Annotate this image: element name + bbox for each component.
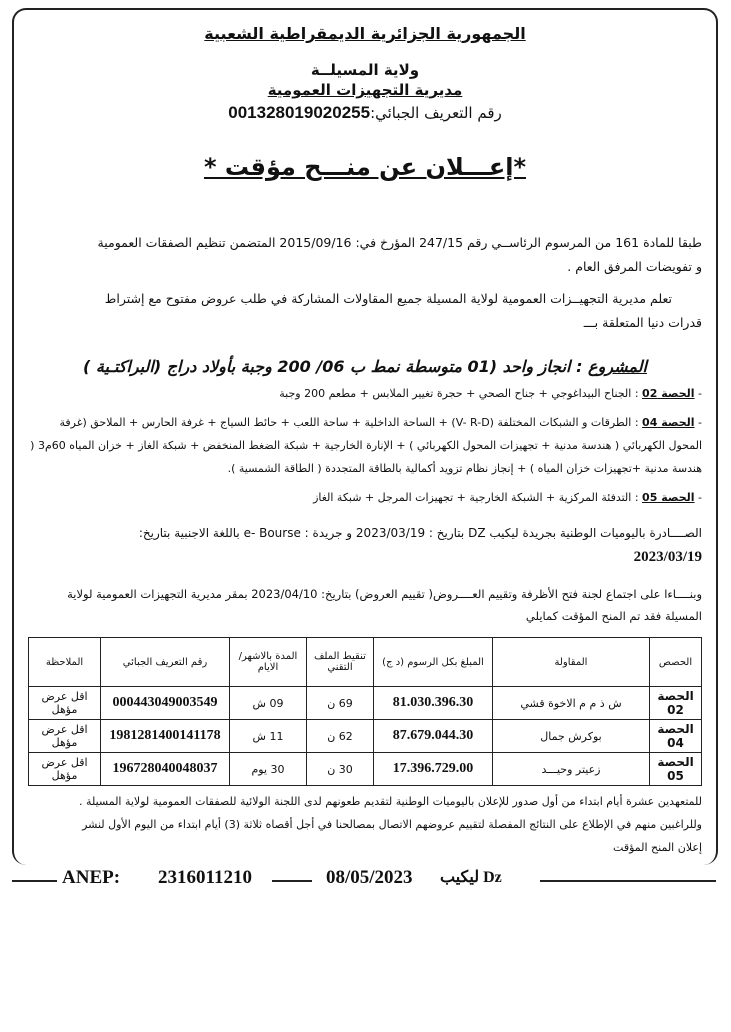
cell-duration: 30 يوم xyxy=(230,753,307,786)
newspaper-name: Dz ليكيب xyxy=(440,869,502,886)
meeting-line: المسيلة فقد تم المنح المؤقت كمايلي xyxy=(525,609,702,623)
tax-id-label: رقم التعريف الجبائي: xyxy=(370,104,502,122)
publication-info xyxy=(28,521,702,569)
cell-score: 62 ن xyxy=(307,720,374,753)
footer-rule xyxy=(272,880,312,882)
intro-paragraph-2 xyxy=(28,287,702,335)
provisional-award-table xyxy=(28,637,702,786)
column-header: المدة بالاشهر/ الايام xyxy=(230,638,307,687)
cell-tax-id: 1981281400141178 xyxy=(101,720,230,753)
intro-line: تعلم مديرية التجهيــزات العمومية لولاية المسيلة جميع المقاولات المشاركة في طلب عروض مفتوح مع إشتراط xyxy=(104,291,672,306)
cell-duration: 09 ش xyxy=(230,687,307,720)
cell-company: ش ذ م م الاخوة قشي xyxy=(493,687,650,720)
column-header: المقاولة xyxy=(493,638,650,687)
column-header: المبلغ بكل الرسوم (د ج) xyxy=(374,638,493,687)
project-label: المشروع xyxy=(588,357,647,376)
tax-id-line xyxy=(28,103,702,123)
lot-description-05: - الحصة 05 : التدفئة المركزية + الشبكة الخارجية + تجهيزات المرجل + شبكة الغاز xyxy=(313,491,702,504)
cell-note: اقل عرض مؤهل xyxy=(29,753,101,786)
page-border xyxy=(12,8,718,865)
republic-heading: الجمهورية الجزائرية الديمقراطية الشعبية xyxy=(204,24,526,43)
table-row xyxy=(29,753,702,786)
publication-date: 2023/03/19 xyxy=(633,549,702,565)
meeting-line: وبنــــاءا على اجتماع لجنة فتح الأظرفة وتقييم العــــروض( تقييم العروض) بتاريخ: 2023/04/10 بمقر مديرية التجهيزات العمومية لولاية xyxy=(67,587,702,601)
cell-amount: 17.396.729.00 xyxy=(374,753,493,786)
cell-company: زعيتر وحيـــد xyxy=(493,753,650,786)
anep-number: 2316011210 xyxy=(158,867,252,888)
project-text: : انجاز واحد (01 متوسطة نمط ب 06/ 200 وجبة بأولاد دراج (البراكتـية ) xyxy=(82,357,583,376)
lot-description-04: - الحصة 04 : الطرقات و الشبكات المختلفة (V- R-D) + الساحة الداخلية + ساحة اللعب + حائط السياج + غرفة الحارس + الملاحق (غرفة المحول الكهربائي ( هندسة مدنية + تجهيزات المحول الكهربائي ) + الإنارة الخارجية + شبكة الضغط المنخفض + شبكة الغاز + خزان المياه 60م3 ( هندسة مدنية +تجهيزات خزان المياه ) + إنجاز نظام تزويد أكمالية بالطاقة المتجددة ( الطاقة الشمسية ). xyxy=(30,416,702,475)
lot-text: : الجناح البيداغوجي + جناح الصحي + حجرة تغيير الملابس + مطعم 200 وجبة xyxy=(279,387,639,400)
directorate-name: مديرية التجهيزات العمومية xyxy=(267,81,463,99)
cell-lot: الحصة 05 xyxy=(650,753,702,786)
intro-paragraph-1 xyxy=(28,231,702,279)
wilaya-name: ولاية المسيلــة xyxy=(310,61,420,79)
publication-line: الصــــادرة باليوميات الوطنية بجريدة ليكيب DZ بتاريخ : 2023/03/19 و جريدة : e- Bourse باللغة الاجنبية بتاريخ: xyxy=(138,526,702,540)
cell-amount: 87.679.044.30 xyxy=(374,720,493,753)
cell-score: 30 ن xyxy=(307,753,374,786)
cell-lot: الحصة 02 xyxy=(650,687,702,720)
footer-rule xyxy=(12,880,57,882)
lot-description-02: - الحصة 02 : الجناح البيداغوجي + جناح الصحي + حجرة تغيير الملابس + مطعم 200 وجبة xyxy=(279,387,702,400)
tax-id-value: 001328019020255 xyxy=(228,103,371,122)
cell-note: اقل عرض مؤهل xyxy=(29,687,101,720)
table-row xyxy=(29,720,702,753)
cell-tax-id: 000443049003549 xyxy=(101,687,230,720)
lot-text: : الطرقات و الشبكات المختلفة (V- R-D) + الساحة الداخلية + ساحة اللعب + حائط السياج + غرفة الحارس + الملاحق (غرفة المحول الكهربائي ( هندسة مدنية + تجهيزات المحول الكهربائي ) + الإنارة الخارجية + شبكة الضغط المنخفض + شبكة الغاز + خزان المياه 60م3 ( هندسة مدنية +تجهيزات خزان المياه ) + إنجاز نظام تزويد أكمالية بالطاقة المتجددة ( الطاقة الشمسية ). xyxy=(30,416,702,475)
cell-tax-id: 196728040048037 xyxy=(101,753,230,786)
intro-line: طبقا للمادة 161 من المرسوم الرئاســي رقم 247/15 المؤرخ في: 2015/09/16 المتضمن تنظيم الصفقات العمومية xyxy=(97,235,702,250)
table-row xyxy=(29,687,702,720)
intro-line: و تفويضات المرفق العام . xyxy=(567,259,702,274)
cell-score: 69 ن xyxy=(307,687,374,720)
column-header: تنقيط الملف التقني xyxy=(307,638,374,687)
project-title xyxy=(28,357,702,376)
footer xyxy=(0,867,731,897)
cell-lot: الحصة 04 xyxy=(650,720,702,753)
footer-date: 08/05/2023 xyxy=(326,867,413,888)
cell-duration: 11 ش xyxy=(230,720,307,753)
cell-note: اقل عرض مؤهل xyxy=(29,720,101,753)
column-header: الحصص xyxy=(650,638,702,687)
cell-amount: 81.030.396.30 xyxy=(374,687,493,720)
closing-line: للمتعهدين عشرة أيام ابتداء من أول صدور للإعلان باليوميات الوطنية لتقديم طعونهم لدى اللجنة الولائية للصفقات العمومية لولاية المسيلة . xyxy=(79,795,702,808)
column-header: رقم التعريف الجبائي xyxy=(101,638,230,687)
closing-line: إعلان المنح المؤقت xyxy=(613,841,702,854)
closing-paragraph xyxy=(28,790,702,859)
anep-label: ANEP: xyxy=(62,867,121,888)
footer-rule xyxy=(540,880,716,882)
lot-label: الحصة 05 xyxy=(642,491,695,504)
lot-label: الحصة 04 xyxy=(642,416,695,429)
column-header: الملاحظة xyxy=(29,638,101,687)
lot-text: : التدفئة المركزية + الشبكة الخارجية + تجهيزات المرجل + شبكة الغاز xyxy=(313,491,639,504)
lot-label: الحصة 02 xyxy=(642,387,695,400)
announcement-title: *إعـــلان عن منـــح مؤقت * xyxy=(203,153,527,181)
cell-company: بوكرش جمال xyxy=(493,720,650,753)
intro-line: قدرات دنيا المتعلقة بـــ xyxy=(583,315,702,330)
table-header-row xyxy=(29,638,702,687)
meeting-info xyxy=(28,583,702,627)
closing-line: وللراغبين منهم في الإطلاع على النتائج المفصلة لتقييم عروضهم الاتصال بمصالحنا في أجل أقصاه ثلاثة (3) أيام ابتداء من اليوم الأول لنشر xyxy=(82,818,702,831)
